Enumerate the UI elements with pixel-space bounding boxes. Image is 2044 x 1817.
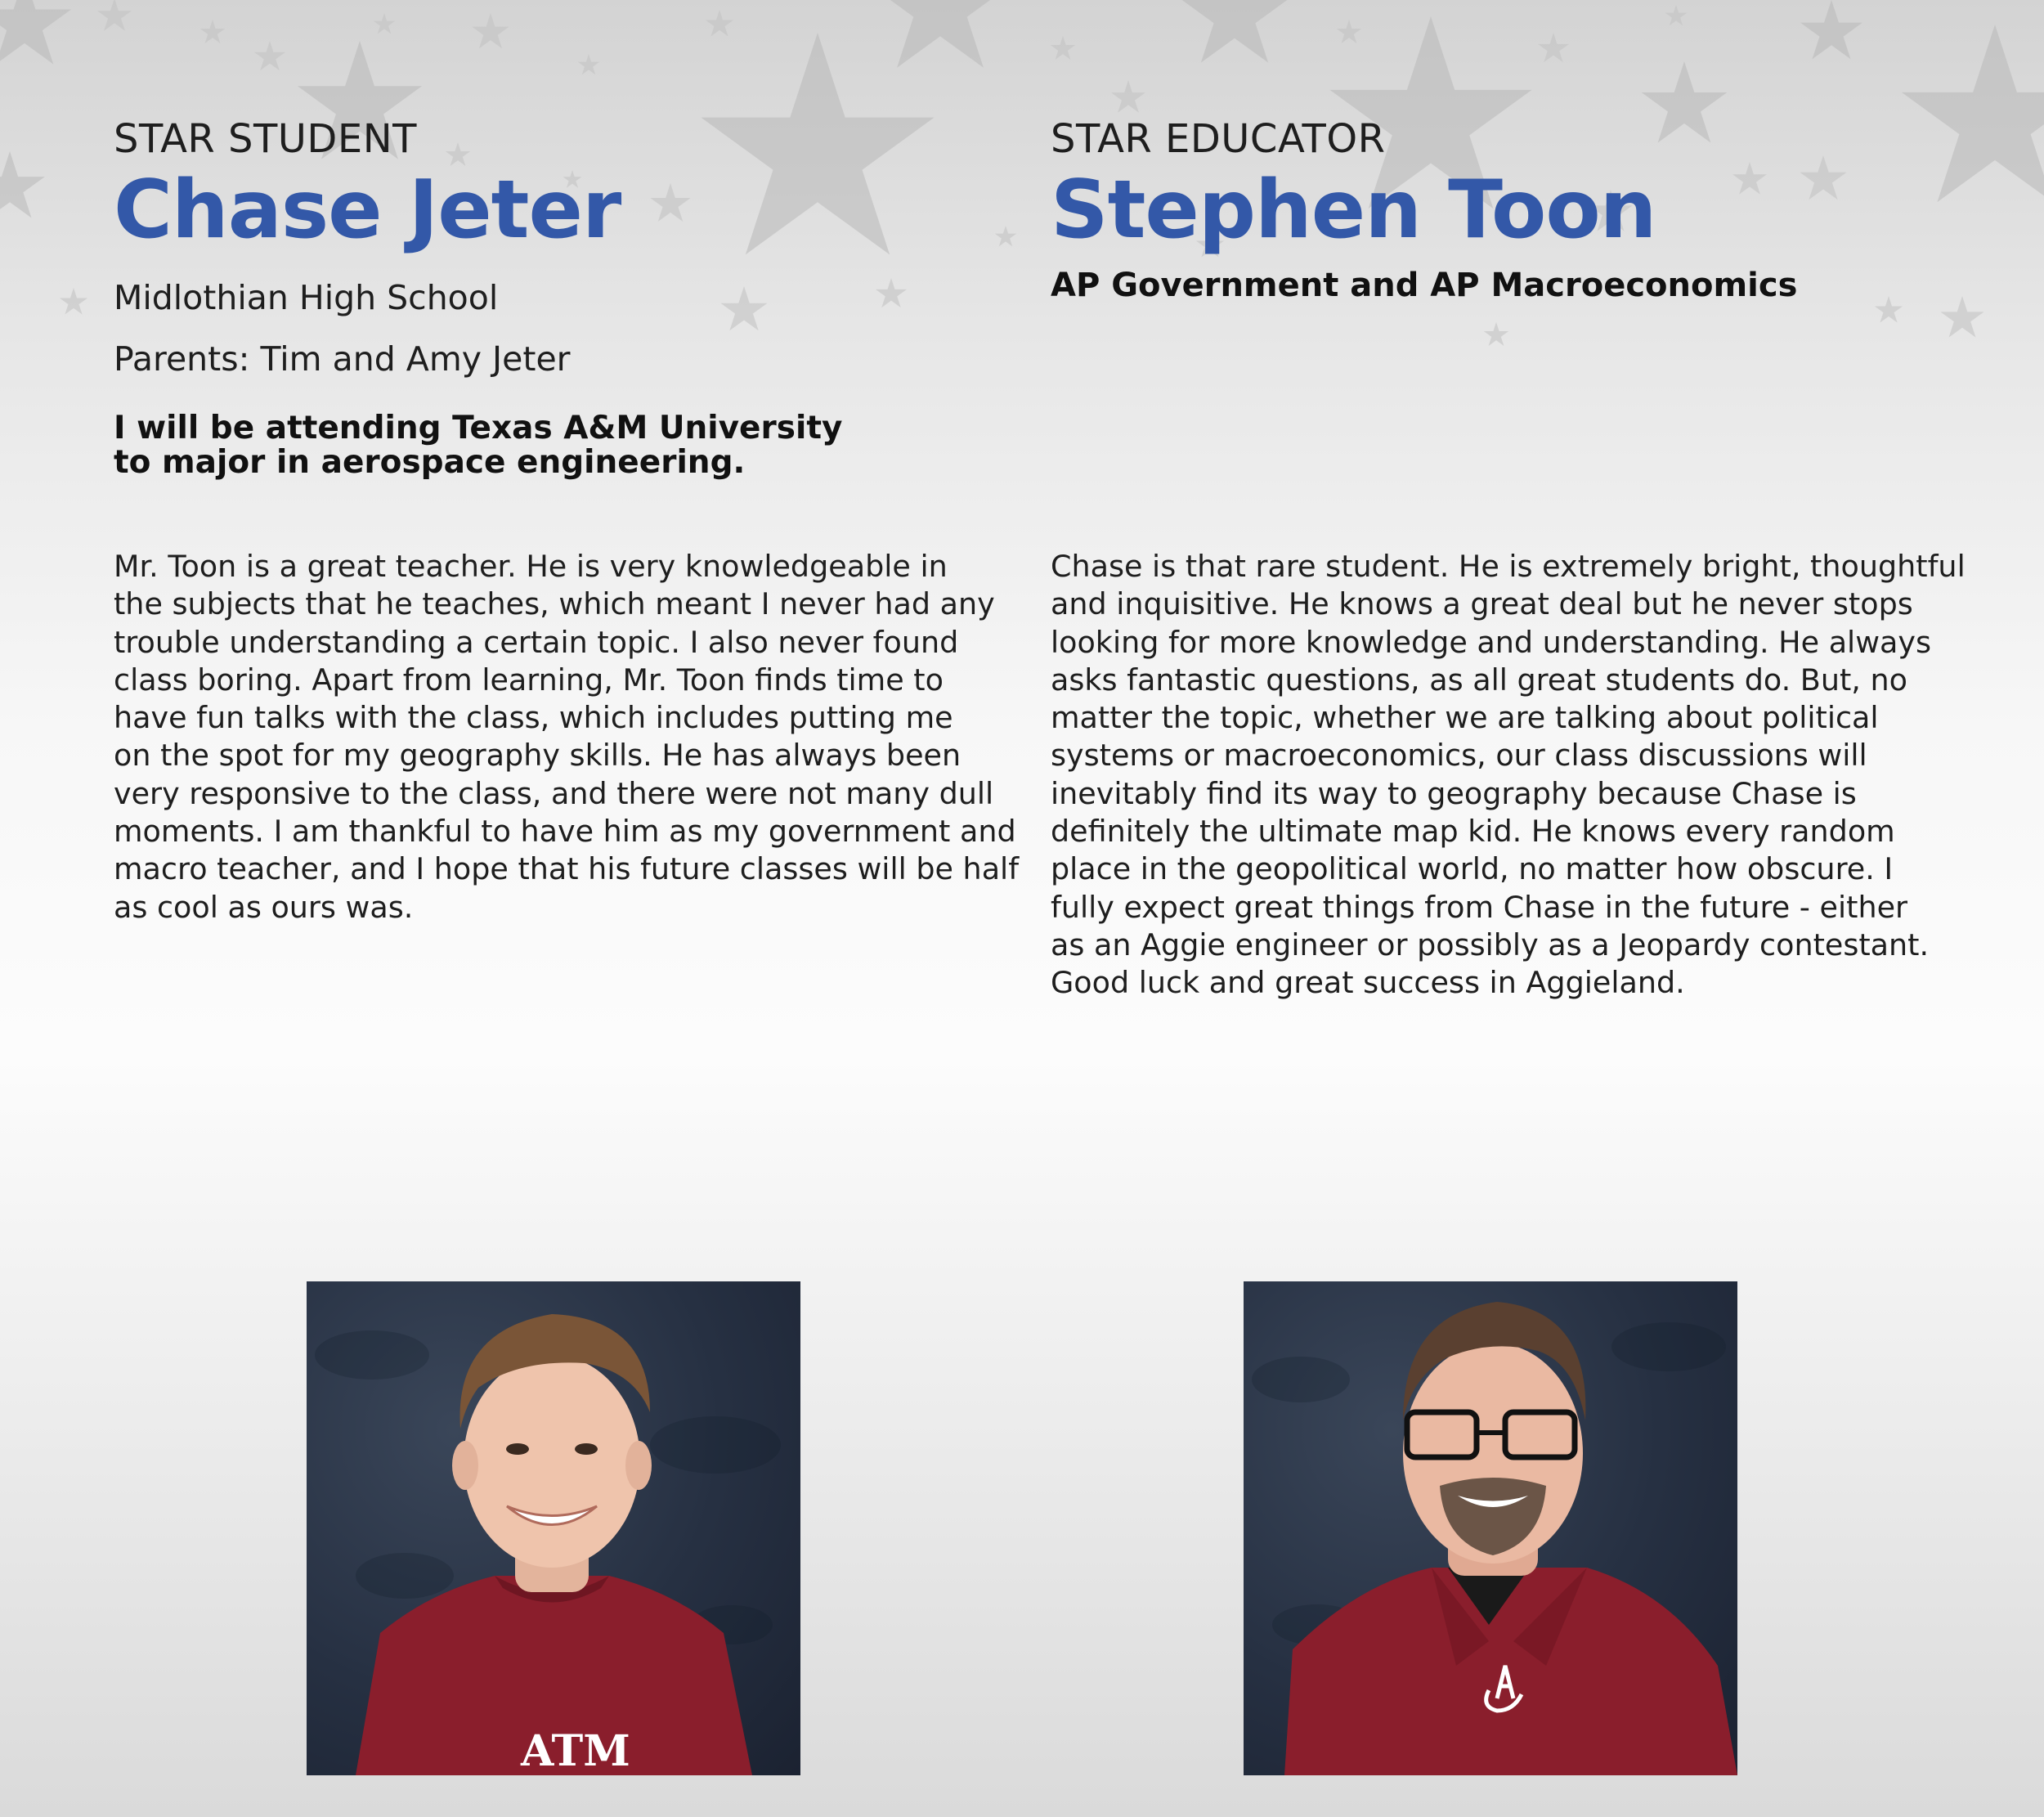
student-quote-line: very responsive to the class, and there were not many dull [114,775,994,811]
educator-quote-line: Good luck and great success in Aggieland. [1051,965,1685,1001]
student-quote [114,548,1019,926]
student-goal-line: to major in aerospace engineering. [114,444,746,481]
student-quote-line: macro teacher, and I hope that his future classes will be half [114,851,1020,887]
student-quote-line: class boring. Apart from learning, Mr. Toon finds time to [114,662,944,698]
student-quote-line: on the spot for my geography skills. He has always been [114,738,961,774]
educator-quote-line: place in the geopolitical world, no matter how obscure. I [1051,851,1894,887]
educator-quote-line: matter the topic, whether we are talking about political [1051,700,1879,736]
educator-quote-line: fully expect great things from Chase in the future - either [1051,889,1908,925]
student-quote-line: as cool as ours was. [114,889,414,925]
educator-quote-line: and inquisitive. He knows a great deal but he never stops [1051,586,1913,622]
educator-name: Stephen Toon [1051,164,1656,257]
student-quote-line: moments. I am thankful to have him as my government and [114,814,1016,850]
student-parents: Parents: Tim and Amy Jeter [114,339,571,379]
student-portrait-photo [307,1281,800,1775]
educator-quote-line: Chase is that rare student. He is extremely bright, thoughtful [1051,549,1966,584]
student-name: Chase Jeter [114,164,621,257]
educator-quote-line: systems or macroeconomics, our class discussions will [1051,738,1867,774]
educator-quote-line: asks fantastic questions, as all great students do. But, no [1051,662,1907,698]
educator-quote-line: inevitably find its way to geography because Chase is [1051,775,1857,811]
student-quote-line: have fun talks with the class, which includes putting me [114,700,953,736]
student-quote-line: the subjects that he teaches, which meant I never had any [114,586,995,622]
educator-quote [1051,548,1966,1003]
educator-eyebrow: STAR EDUCATOR [1051,116,1386,162]
educator-quote-line: as an Aggie engineer or possibly as a Jeopardy contestant. [1051,926,1930,962]
educator-portrait-photo [1244,1281,1737,1775]
student-goal [114,411,931,480]
student-school: Midlothian High School [114,278,499,317]
student-shirt-logo: ATM [521,1726,630,1775]
educator-quote-line: looking for more knowledge and understanding. He always [1051,624,1932,660]
student-eyebrow: STAR STUDENT [114,116,417,162]
educator-subject: AP Government and AP Macroeconomics [1051,267,1798,304]
student-quote-line: Mr. Toon is a great teacher. He is very knowledgeable in [114,549,948,584]
educator-quote-line: definitely the ultimate map kid. He knows every random [1051,814,1895,850]
student-quote-line: trouble understanding a certain topic. I also never found [114,624,959,660]
student-goal-line: I will be attending Texas A&M University [114,410,843,446]
